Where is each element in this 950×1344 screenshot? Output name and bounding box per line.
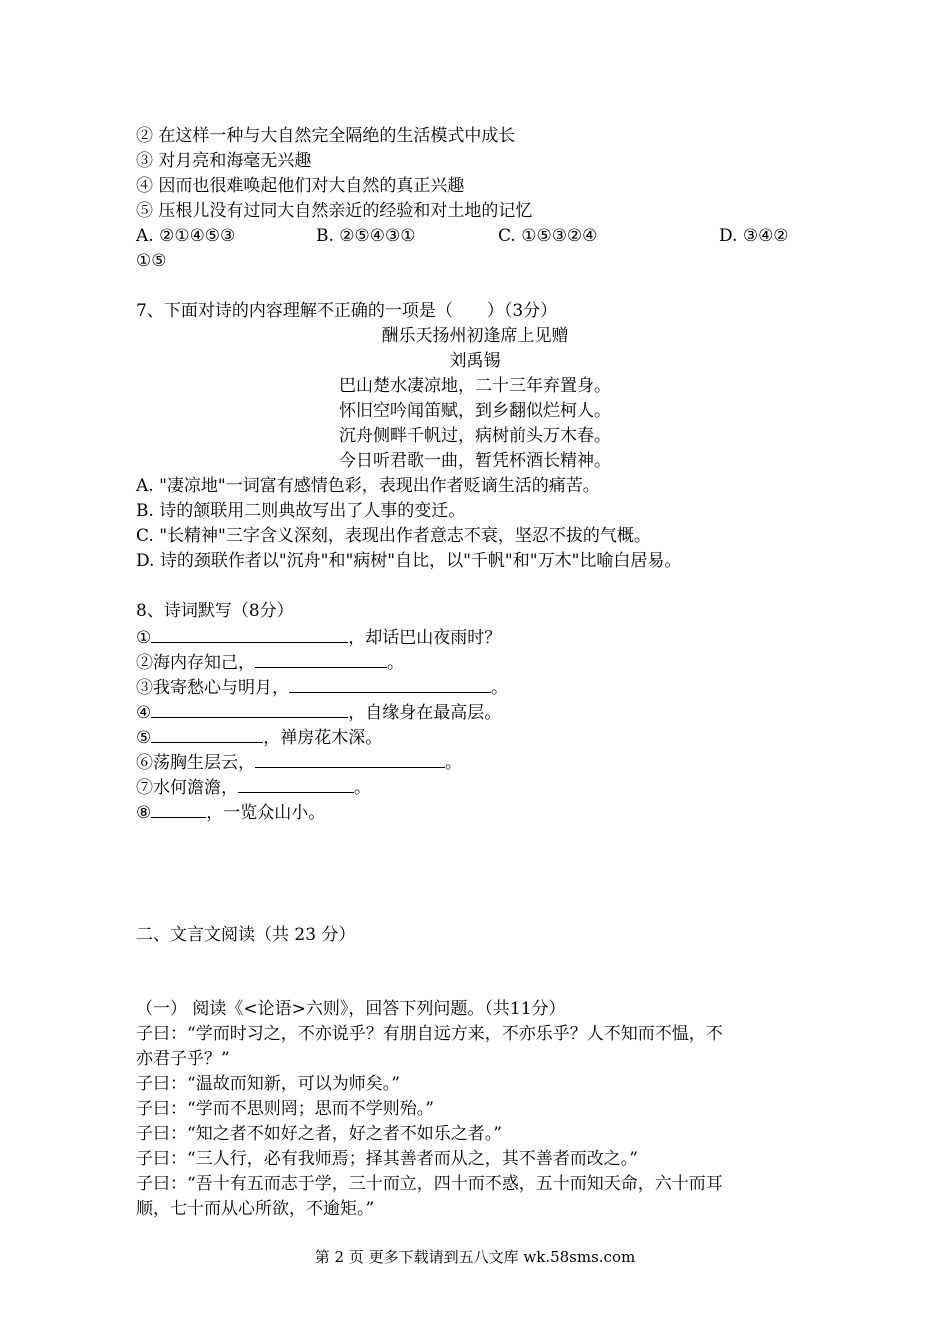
q6-option-d-cont: ①⑤	[136, 251, 167, 271]
line-suffix: 。	[491, 678, 508, 698]
analects-line: 子曰：“温故而知新，可以为师矣。”	[136, 1074, 400, 1094]
line-prefix: ④	[136, 703, 152, 723]
q8-line-5	[136, 724, 382, 751]
q7-option-d: D. 诗的颈联作者以"沉舟"和"病树"自比，以"千帆"和"万木"比喻白居易。	[136, 551, 682, 571]
line-prefix: ③我寄愁心与明月，	[136, 678, 289, 698]
q6-option-a: A. ②①④⑤③	[136, 226, 236, 246]
line-prefix: ⑥荡胸生层云，	[136, 753, 255, 773]
analects-line: 顺，七十而从心所欲，不逾矩。”	[136, 1199, 375, 1219]
q7-option-c: C. "长精神"三字含义深刻，表现出作者意志不衰，坚忍不拔的气概。	[136, 526, 651, 546]
analects-line: 子曰：“学而时习之，不亦说乎？有朋自远方来，不亦乐乎？人不知而不愠，不	[136, 1024, 723, 1044]
q7-question: 7、下面对诗的内容理解不正确的一项是（ ）（3分）	[136, 301, 558, 321]
poem-line: 怀旧空吟闻笛赋，到乡翻似烂柯人。	[339, 401, 611, 421]
answer-blank[interactable]	[289, 674, 491, 693]
subsection-heading: （一） 阅读《<论语>六则》，回答下列问题。（共11分）	[136, 999, 566, 1019]
poem-line: 今日听君歌一曲，暂凭杯酒长精神。	[339, 451, 611, 471]
line-suffix: ，自缘身在最高层。	[348, 703, 502, 723]
answer-blank[interactable]	[151, 699, 348, 718]
line-suffix: 。	[387, 653, 404, 673]
analects-line: 子曰：“知之者不如好之者，好之者不如乐之者。”	[136, 1124, 502, 1144]
q8-line-8	[136, 799, 325, 826]
analects-line: 亦君子乎？”	[136, 1049, 230, 1069]
q6-item-5: ⑤ 压根儿没有过同大自然亲近的经验和对土地的记忆	[136, 201, 533, 221]
q8-line-4	[136, 699, 501, 726]
answer-blank[interactable]	[255, 749, 445, 768]
line-prefix: ②海内存知己，	[136, 653, 255, 673]
line-prefix: ⑧	[136, 803, 152, 823]
line-suffix: ，却话巴山夜雨时？	[348, 628, 502, 648]
answer-blank[interactable]	[151, 724, 263, 743]
q6-item-4: ④ 因而也很难唤起他们对大自然的真正兴趣	[136, 176, 465, 196]
answer-blank[interactable]	[238, 774, 354, 793]
q6-item-3: ③ 对月亮和海毫无兴趣	[136, 151, 312, 171]
section-heading: 二、文言文阅读（共 23 分）	[136, 925, 356, 945]
page-footer: 第 2 页 更多下载请到五八文库 wk.58sms.com	[314, 1248, 636, 1266]
q6-option-d: D. ③④②	[719, 226, 789, 246]
line-prefix: ①	[136, 628, 152, 648]
poem-line: 巴山楚水凄凉地，二十三年弃置身。	[339, 376, 611, 396]
answer-blank[interactable]	[151, 799, 206, 818]
line-prefix: ⑦水何澹澹，	[136, 778, 238, 798]
line-suffix: 。	[354, 778, 371, 798]
q7-option-b: B. 诗的颔联用二则典故写出了人事的变迁。	[136, 501, 466, 521]
q8-line-1	[136, 624, 501, 651]
q8-line-6	[136, 749, 462, 776]
analects-line: 子曰：“学而不思则罔；思而不学则殆。”	[136, 1099, 434, 1119]
q6-option-b: B. ②⑤④③①	[316, 226, 416, 246]
analects-line: 子曰：“吾十有五而志于学，三十而立，四十而不惑，五十而知天命，六十而耳	[136, 1174, 723, 1194]
line-suffix: 。	[445, 753, 462, 773]
q7-option-a: A. "凄凉地"一词富有感情色彩，表现出作者贬谪生活的痛苦。	[136, 476, 600, 496]
analects-line: 子曰：“三人行，必有我师焉；择其善者而从之，其不善者而改之。”	[136, 1149, 638, 1169]
line-suffix: ，一览众山小。	[206, 803, 326, 823]
poem-author: 刘禹锡	[449, 351, 501, 371]
q8-line-3	[136, 674, 508, 701]
q8-question: 8、诗词默写（8分）	[136, 601, 294, 621]
poem-title: 酬乐天扬州初逢席上见赠	[381, 326, 569, 346]
q6-option-c: C. ①⑤③②④	[498, 226, 598, 246]
q6-item-2: ② 在这样一种与大自然完全隔绝的生活模式中成长	[136, 126, 516, 146]
line-suffix: ，禅房花木深。	[263, 728, 383, 748]
line-prefix: ⑤	[136, 728, 152, 748]
q8-line-2	[136, 649, 404, 676]
q8-line-7	[136, 774, 371, 801]
answer-blank[interactable]	[255, 649, 387, 668]
answer-blank[interactable]	[151, 624, 348, 643]
poem-line: 沉舟侧畔千帆过，病树前头万木春。	[339, 426, 611, 446]
